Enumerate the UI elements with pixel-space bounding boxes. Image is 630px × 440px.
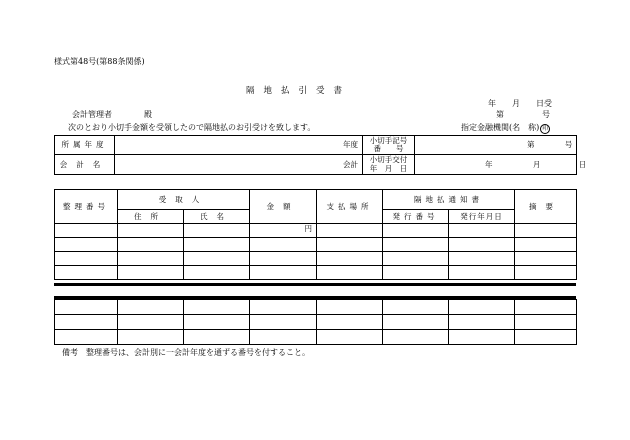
- cell[interactable]: [383, 315, 449, 330]
- cell[interactable]: [250, 238, 317, 252]
- cell[interactable]: [317, 238, 383, 252]
- cell[interactable]: [55, 315, 118, 330]
- date-month: 月: [532, 159, 541, 169]
- form-number: 様式第48号(第88条関係): [54, 57, 145, 66]
- cell[interactable]: [184, 266, 250, 280]
- issue-date-label-1: 小切手交付: [369, 155, 408, 165]
- seal-mark: 印: [542, 125, 549, 132]
- cell[interactable]: [317, 266, 383, 280]
- header-notice: 隔地払通知書: [383, 190, 515, 210]
- cell[interactable]: [449, 300, 515, 315]
- cell[interactable]: [118, 252, 184, 266]
- cell[interactable]: [383, 224, 449, 238]
- cell[interactable]: [250, 300, 317, 315]
- cell[interactable]: [184, 252, 250, 266]
- cell[interactable]: [383, 266, 449, 280]
- header-issue-no: 発行番号: [383, 210, 449, 224]
- cell[interactable]: [449, 252, 515, 266]
- cell[interactable]: [184, 315, 250, 330]
- cell[interactable]: [383, 300, 449, 315]
- main-table-upper: [54, 189, 577, 280]
- footer-note: 備考 整理番号は、会計別に一会計年度を通ずる番号を付すること。: [62, 348, 310, 357]
- cell[interactable]: [317, 224, 383, 238]
- account-cell[interactable]: 会計: [115, 155, 363, 175]
- check-number-suffix: 号: [564, 140, 573, 150]
- cell[interactable]: [55, 224, 118, 238]
- cell[interactable]: [317, 330, 383, 345]
- issue-date-cell[interactable]: [415, 155, 587, 175]
- issue-date-label-2: 年 月 日: [369, 163, 408, 173]
- table-row: [55, 315, 577, 330]
- cell[interactable]: [515, 252, 577, 266]
- cell[interactable]: [383, 252, 449, 266]
- header-recipient: 受取人: [118, 190, 250, 210]
- main-table-lower: [54, 299, 577, 345]
- issue-date-label: [363, 155, 415, 175]
- number-label: 第: [496, 110, 504, 119]
- addressee: 会計管理者: [72, 110, 112, 119]
- cell[interactable]: [118, 266, 184, 280]
- table-row: [55, 224, 577, 238]
- cell[interactable]: [55, 300, 118, 315]
- cell[interactable]: [55, 238, 118, 252]
- cell[interactable]: [515, 330, 577, 345]
- header-name: 氏名: [184, 210, 250, 224]
- cell[interactable]: [184, 238, 250, 252]
- cell[interactable]: [118, 300, 184, 315]
- check-number-prefix: 第: [527, 140, 535, 150]
- cell[interactable]: [449, 315, 515, 330]
- cell[interactable]: [184, 300, 250, 315]
- table-row: [55, 252, 577, 266]
- fiscal-year-label: 所属年度: [55, 136, 115, 155]
- table-row: [55, 238, 577, 252]
- cell[interactable]: [449, 330, 515, 345]
- cell[interactable]: [515, 300, 577, 315]
- cell[interactable]: [250, 330, 317, 345]
- bank-name-label: 指定金融機関(名 称): [461, 123, 540, 132]
- cell[interactable]: [317, 315, 383, 330]
- honorific: 殿: [144, 110, 152, 119]
- check-number-label-1: 小切手記号: [369, 135, 408, 145]
- cell[interactable]: [184, 224, 250, 238]
- info-table: [54, 135, 587, 175]
- header-ref-no: 整理番号: [55, 190, 118, 224]
- table-row: [55, 330, 577, 345]
- cell[interactable]: [250, 315, 317, 330]
- amount-cell[interactable]: 円: [250, 224, 317, 238]
- date-year: 年: [485, 159, 493, 169]
- cell[interactable]: [55, 330, 118, 345]
- table-row: [55, 300, 577, 315]
- cell[interactable]: [55, 266, 118, 280]
- cell[interactable]: [118, 315, 184, 330]
- account-label: 会計名: [55, 155, 115, 175]
- check-number-label: [363, 136, 415, 155]
- check-number-label-2: 番 号: [373, 144, 404, 153]
- cell[interactable]: [250, 252, 317, 266]
- cell[interactable]: [515, 238, 577, 252]
- cell[interactable]: [118, 238, 184, 252]
- cell[interactable]: [515, 315, 577, 330]
- body-text: 次のとおり小切手金額を受領したので隔地払のお引受けを致します。: [68, 123, 316, 132]
- number-suffix: 号: [542, 110, 550, 119]
- header-place: 支払場所: [317, 190, 383, 224]
- header-issue-date: 発行年月日: [449, 210, 515, 224]
- cell[interactable]: [118, 330, 184, 345]
- separator-line-1: [54, 283, 576, 286]
- cell[interactable]: [449, 238, 515, 252]
- header-address: 住所: [118, 210, 184, 224]
- header-amount: 金額: [250, 190, 317, 224]
- cell[interactable]: [449, 266, 515, 280]
- cell[interactable]: [317, 300, 383, 315]
- fiscal-year-cell[interactable]: 年度: [115, 136, 363, 155]
- header-remarks: 摘要: [515, 190, 577, 224]
- cell[interactable]: [184, 330, 250, 345]
- date-day: 日: [578, 159, 587, 169]
- cell[interactable]: [383, 238, 449, 252]
- cell[interactable]: [383, 330, 449, 345]
- cell[interactable]: [515, 266, 577, 280]
- cell[interactable]: [317, 252, 383, 266]
- cell[interactable]: [250, 266, 317, 280]
- received-date: 年 月 日受: [488, 99, 552, 108]
- check-number-cell[interactable]: [415, 136, 577, 155]
- table-row: [55, 266, 577, 280]
- document-title: 隔地払引受書: [246, 86, 352, 96]
- cell[interactable]: [118, 224, 184, 238]
- cell[interactable]: [55, 252, 118, 266]
- cell[interactable]: [449, 224, 515, 238]
- bank-label: [461, 124, 550, 134]
- cell[interactable]: [515, 224, 577, 238]
